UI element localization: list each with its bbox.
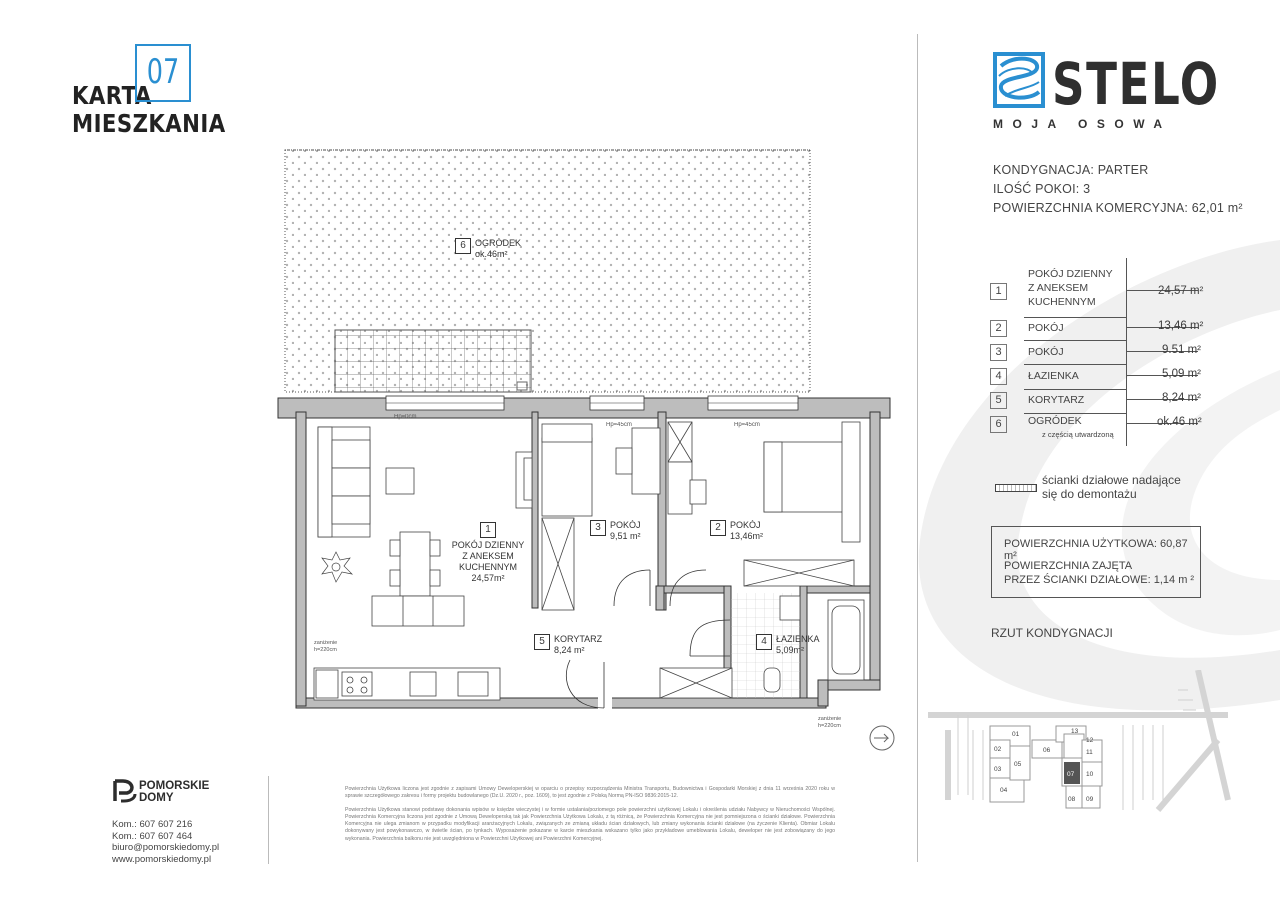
plan-room-label: POKÓJ DZIENNY Z ANEKSEM KUCHENNYM 24,57m² bbox=[451, 540, 525, 583]
unit-number-box bbox=[135, 44, 191, 102]
background-swoosh bbox=[880, 180, 1280, 740]
room-area: 9.51 m² bbox=[1162, 344, 1201, 356]
room-area: 8,24 m² bbox=[1162, 392, 1201, 404]
desk bbox=[632, 428, 660, 494]
room-area: ok.46 m² bbox=[1157, 416, 1202, 428]
room-number: 6 bbox=[990, 416, 1007, 433]
disclaimer bbox=[345, 786, 835, 843]
site-block-label: 07 bbox=[1067, 771, 1075, 778]
coffee-table bbox=[386, 468, 414, 494]
commercial-area-info: POWIERZCHNIA KOMERCYJNA: 62,01 m² bbox=[993, 201, 1243, 215]
ceiling-drop-note: zaniżenie h=220cm bbox=[818, 716, 842, 729]
room-number: 2 bbox=[990, 320, 1007, 337]
room-name: POKÓJ DZIENNY Z ANEKSEM KUCHENNYM bbox=[1028, 268, 1113, 308]
company-name bbox=[139, 780, 209, 804]
legend-line2: się do demontażu bbox=[1042, 487, 1137, 501]
legend-text bbox=[1042, 473, 1181, 501]
room-number: 3 bbox=[990, 344, 1007, 361]
plan-room-label: POKÓJ 9,51 m² bbox=[610, 520, 641, 541]
plan-room-number: 2 bbox=[710, 520, 726, 536]
plan-room-number: 4 bbox=[756, 634, 772, 650]
disclaimer-p1: Powierzchnia Użytkowa liczona jest zgodnie z zapisami Umowy Deweloperskiej w oparciu o przepisy rozporządzenia Ministra Transportu, Budownictwa i Gospodarki Morskiej z dnia 11 września 2020 roku w sprawie szczegółowego zakresu i formy projektu budowlanego (Dz.U. 2020 r., poz. 1609), to jest zgodnie z Polską Normą PN-ISO 9836:2015-12. bbox=[345, 786, 835, 800]
plan-room-label: ŁAZIENKA 5,09m² bbox=[776, 634, 820, 655]
north-arrow-icon bbox=[870, 726, 894, 750]
stelo-logo-icon bbox=[993, 52, 1045, 108]
legend-line1: ścianki działowe nadające bbox=[1042, 473, 1181, 487]
site-block-label: 10 bbox=[1086, 771, 1094, 778]
partition-area-line1: POWIERZCHNIA ZAJĘTA bbox=[1004, 560, 1133, 572]
room-area: 5,09 m² bbox=[1162, 368, 1201, 380]
window-height-note: Hp=45cm bbox=[606, 422, 632, 428]
desk bbox=[668, 462, 692, 514]
room-area: 24,57 m² bbox=[1158, 285, 1204, 297]
plan-room-label: OGRÓDEK ok.46m² bbox=[475, 238, 522, 259]
right-divider bbox=[917, 34, 918, 862]
rooms-count-info: ILOŚĆ POKOI: 3 bbox=[993, 182, 1091, 196]
table-line bbox=[1024, 317, 1126, 318]
site-block-label: 02 bbox=[994, 746, 1002, 753]
room-area: 13,46 m² bbox=[1158, 320, 1204, 332]
room-name: OGRÓDEK bbox=[1028, 415, 1082, 427]
usable-area: POWIERZCHNIA UŻYTKOWA: 60,87 m² bbox=[1004, 538, 1188, 562]
phone-2: Kom.: 607 607 464 bbox=[112, 830, 193, 842]
room-subtitle: z częścią utwardzoną bbox=[1042, 430, 1114, 439]
plan-room-number: 6 bbox=[455, 238, 471, 254]
floor-info: KONDYGNACJA: PARTER bbox=[993, 163, 1149, 177]
disclaimer-p2: Powierzchnia Użytkowa stanowi podstawę dokonania wpisów w księdze wieczystej i w formie ustalania/poziomego pole powierzchni użytkowej Lokalu i określenia udziału Nabywcy w Nieruchomości Wspólnej. Powierzchnia Komercyjna liczona jest zgodnie z Umową Deweloperską tak jak Powierzchnia Użytkowa Lokalu, z tą różnicą, że Powierzchnia Komercyjna nie jest pomniejszona o ścianki działowe. Powierzchnia Komercyjna nie ulega zmianom w przypadku modyfikacji aranżacyjnych Lokalu, związanych ze zmianą układu ścian działowych, lub zmiany wykonania ścianki działowe (na życzenie Klienta). Obmiar Lokalu dokonywany jest powykonawczo, w świetle ścian, po tynkach. Wyposażenie pokazane w karcie mieszkania wskazano tylko jako przykładowe umeblowania Lokalu, deweloper nie jest zobowiązany do jego wykonania. Powierzchnia balkonu nie jest uwzględniona w Powierzchni Użytkowej ani Powierzchni Komercyjnej. bbox=[345, 806, 835, 842]
contact-info bbox=[112, 819, 219, 865]
wall bbox=[807, 586, 870, 593]
window-height-note: Hp=45cm bbox=[734, 422, 760, 428]
toilet bbox=[764, 668, 780, 692]
partition-area-line2: PRZEZ ŚCIANKI DZIAŁOWE: 1,14 m ² bbox=[1004, 574, 1195, 586]
terrace bbox=[335, 330, 531, 392]
table-line bbox=[1024, 364, 1126, 365]
wall bbox=[656, 586, 664, 610]
dining-table bbox=[400, 532, 430, 596]
room-name: POKÓJ bbox=[1028, 346, 1064, 358]
room-name: POKÓJ bbox=[1028, 322, 1064, 334]
brand-tagline: MOJA OSOWA bbox=[993, 117, 1172, 131]
card-title-line2: MIESZKANIA bbox=[72, 109, 226, 138]
ceiling-drop-note: zaniżenie h=220cm bbox=[314, 640, 338, 653]
room-number: 4 bbox=[990, 368, 1007, 385]
card-title-line1: KARTA bbox=[72, 81, 152, 110]
room-name: ŁAZIENKA bbox=[1028, 370, 1079, 382]
sink bbox=[780, 596, 800, 620]
table-line bbox=[1024, 389, 1126, 390]
site-block-label: 04 bbox=[1000, 787, 1008, 794]
window-height-note: Hp=0cm bbox=[394, 414, 417, 420]
room-name: KORYTARZ bbox=[1028, 394, 1085, 406]
site-block-label: 01 bbox=[1012, 731, 1020, 738]
wall bbox=[296, 412, 306, 706]
company-name-line1: POMORSKIE bbox=[139, 780, 210, 792]
site-block-label: 03 bbox=[994, 766, 1002, 773]
wall bbox=[870, 412, 880, 690]
site-block-label: 06 bbox=[1043, 747, 1051, 754]
site-block-label: 13 bbox=[1071, 728, 1079, 735]
phone-1: Kom.: 607 607 216 bbox=[112, 819, 193, 830]
bed bbox=[542, 438, 592, 516]
table-line bbox=[1024, 340, 1126, 341]
plant-icon bbox=[322, 552, 352, 582]
plan-room-label: KORYTARZ 8,24 m² bbox=[554, 634, 603, 655]
website-link[interactable]: www.pomorskiedomy.pl bbox=[112, 853, 212, 865]
company-name-line2: DOMY bbox=[139, 792, 174, 804]
room-number: 1 bbox=[990, 283, 1007, 300]
footer-divider bbox=[268, 776, 269, 864]
wall bbox=[818, 680, 828, 706]
site-block-label: 12 bbox=[1086, 737, 1094, 744]
brand-name: STELO bbox=[1052, 50, 1220, 118]
unit-number: 07 bbox=[146, 52, 180, 92]
floor-plan-heading: RZUT KONDYGNACJI bbox=[991, 626, 1113, 640]
summary-box bbox=[991, 526, 1201, 598]
removable-wall-swatch bbox=[995, 484, 1037, 492]
room-number: 5 bbox=[990, 392, 1007, 409]
site-plan bbox=[928, 670, 1238, 820]
floor-plan bbox=[270, 140, 900, 752]
site-block-label: 08 bbox=[1068, 796, 1076, 803]
plan-room-label: POKÓJ 13,46m² bbox=[730, 520, 764, 541]
armchairs bbox=[372, 596, 464, 626]
site-block-label: 11 bbox=[1086, 749, 1093, 756]
site-block-label: 05 bbox=[1014, 761, 1022, 768]
plan-room-number: 3 bbox=[590, 520, 606, 536]
wall bbox=[608, 698, 826, 708]
plan-room-number: 1 bbox=[480, 522, 496, 538]
pomorskie-domy-logo-icon bbox=[111, 778, 137, 804]
email-link[interactable]: biuro@pomorskiedomy.pl bbox=[112, 842, 220, 853]
site-block-label: 09 bbox=[1086, 796, 1094, 803]
plan-room-number: 5 bbox=[534, 634, 550, 650]
